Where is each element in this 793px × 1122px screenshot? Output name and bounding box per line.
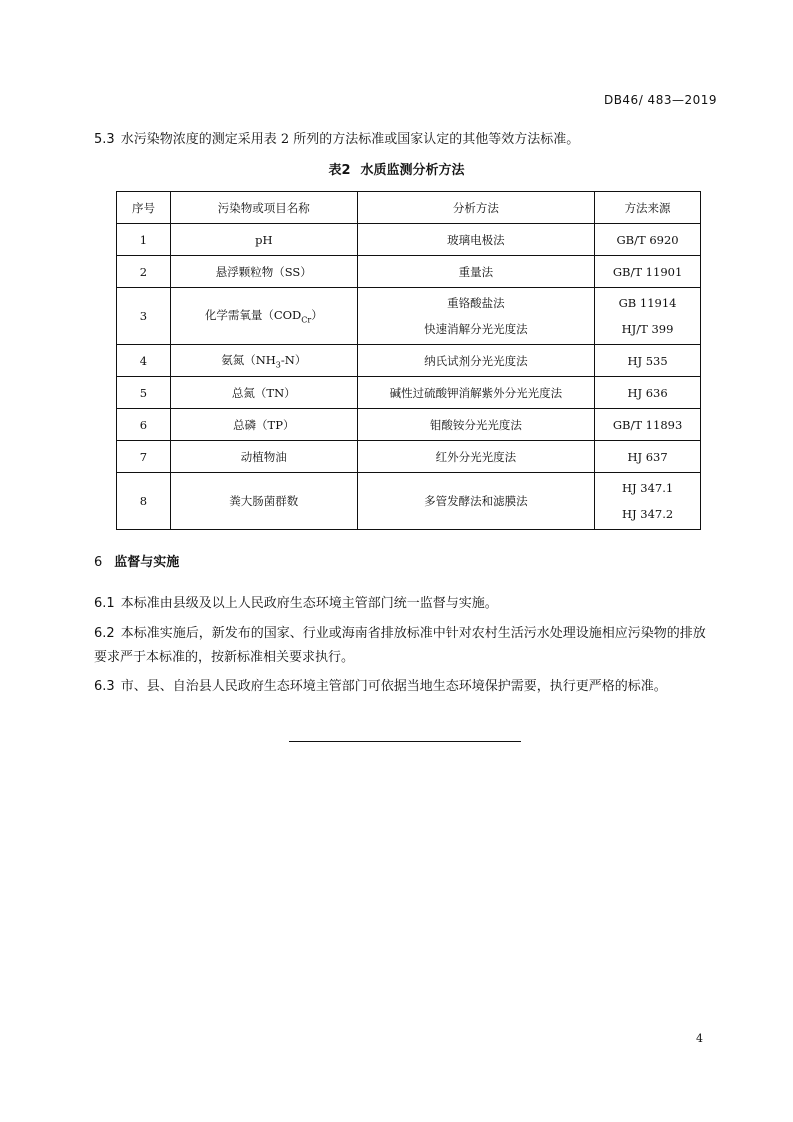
row-item: 粪大肠菌群数 (170, 473, 357, 530)
row-source (595, 288, 701, 345)
source-line: HJ 347.2 (621, 507, 674, 521)
row-number: 2 (117, 256, 171, 288)
row-number: 1 (117, 224, 171, 256)
clause-5-3 (94, 128, 714, 152)
row-number: 6 (117, 409, 171, 441)
clause-text: 市、县、自治县人民政府生态环境主管部门可依据当地生态环境保护需要，执行更严格的标准。 (120, 679, 667, 694)
item-text: 化学需氧量（COD (204, 308, 302, 323)
table-caption-number: 表2 (328, 163, 351, 178)
table-row (117, 441, 701, 473)
clause-number: 5.3 (94, 132, 115, 147)
item-subscript: Cr (301, 315, 312, 325)
section-number: 6 (94, 555, 103, 570)
end-of-standard-line (289, 741, 521, 742)
row-method: 钼酸铵分光光度法 (357, 409, 594, 441)
table-row (117, 256, 701, 288)
row-source: GB/T 11901 (595, 256, 701, 288)
row-source: GB/T 6920 (595, 224, 701, 256)
document-code: DB46/ 483—2019 (603, 93, 717, 107)
row-item: 悬浮颗粒物（SS） (170, 256, 357, 288)
row-source (595, 473, 701, 530)
row-number: 8 (117, 473, 171, 530)
clause-number: 6.1 (94, 596, 115, 611)
item-subscript: 3 (275, 360, 281, 370)
row-item: 动植物油 (170, 441, 357, 473)
section-title: 监督与实施 (114, 555, 180, 570)
table-caption (0, 159, 793, 178)
table-header-row (117, 192, 701, 224)
row-item: pH (170, 224, 357, 256)
row-source: HJ 636 (595, 377, 701, 409)
row-number: 7 (117, 441, 171, 473)
clause-6-2 (94, 622, 714, 670)
row-method: 碱性过硫酸钾消解紫外分光光度法 (357, 377, 594, 409)
method-line: 快速消解分光光度法 (424, 322, 528, 336)
header-cell-no: 序号 (117, 192, 171, 224)
row-method: 纳氏试剂分光光度法 (357, 345, 594, 377)
source-line: HJ/T 399 (621, 322, 674, 336)
table-row (117, 345, 701, 377)
table-row (117, 288, 701, 345)
clause-text: 本标准由县级及以上人民政府生态环境主管部门统一监督与实施。 (120, 596, 498, 611)
item-suffix: -N） (280, 352, 307, 367)
clause-number: 6.3 (94, 679, 115, 694)
table-row (117, 377, 701, 409)
header-cell-item: 污染物或项目名称 (170, 192, 357, 224)
row-method: 多管发酵法和滤膜法 (357, 473, 594, 530)
item-suffix: ） (311, 308, 323, 323)
table-row (117, 473, 701, 530)
page-number: 4 (696, 1032, 703, 1045)
source-line: GB 11914 (618, 296, 677, 310)
clause-text: 水污染物浓度的测定采用表 2 所列的方法标准或国家认定的其他等效方法标准。 (120, 132, 580, 147)
row-number: 5 (117, 377, 171, 409)
item-text: 氨氮（NH (221, 352, 276, 367)
table-row (117, 224, 701, 256)
section-6-heading (94, 551, 179, 570)
row-item: 总氮（TN） (170, 377, 357, 409)
row-item: 总磷（TP） (170, 409, 357, 441)
row-number: 4 (117, 345, 171, 377)
row-item (170, 345, 357, 377)
row-source: HJ 535 (595, 345, 701, 377)
row-method: 玻璃电极法 (357, 224, 594, 256)
clause-6-3 (94, 675, 714, 699)
row-number: 3 (117, 288, 171, 345)
clause-text: 本标准实施后，新发布的国家、行业或海南省排放标准中针对农村生活污水处理设施相应污染物的排放要求严于本标准的，按新标准相关要求执行。 (94, 626, 706, 665)
row-source: GB/T 11893 (595, 409, 701, 441)
row-source: HJ 637 (595, 441, 701, 473)
method-line: 重铬酸盐法 (447, 296, 505, 310)
clause-6-1 (94, 592, 714, 616)
table-row (117, 409, 701, 441)
header-cell-source: 方法来源 (595, 192, 701, 224)
table-caption-title: 水质监测分析方法 (360, 163, 465, 178)
row-item (170, 288, 357, 345)
source-line: HJ 347.1 (621, 481, 674, 495)
clause-number: 6.2 (94, 626, 115, 641)
row-method: 重量法 (357, 256, 594, 288)
row-method (357, 288, 594, 345)
header-cell-method: 分析方法 (357, 192, 594, 224)
row-method: 红外分光光度法 (357, 441, 594, 473)
analysis-methods-table (116, 191, 701, 530)
